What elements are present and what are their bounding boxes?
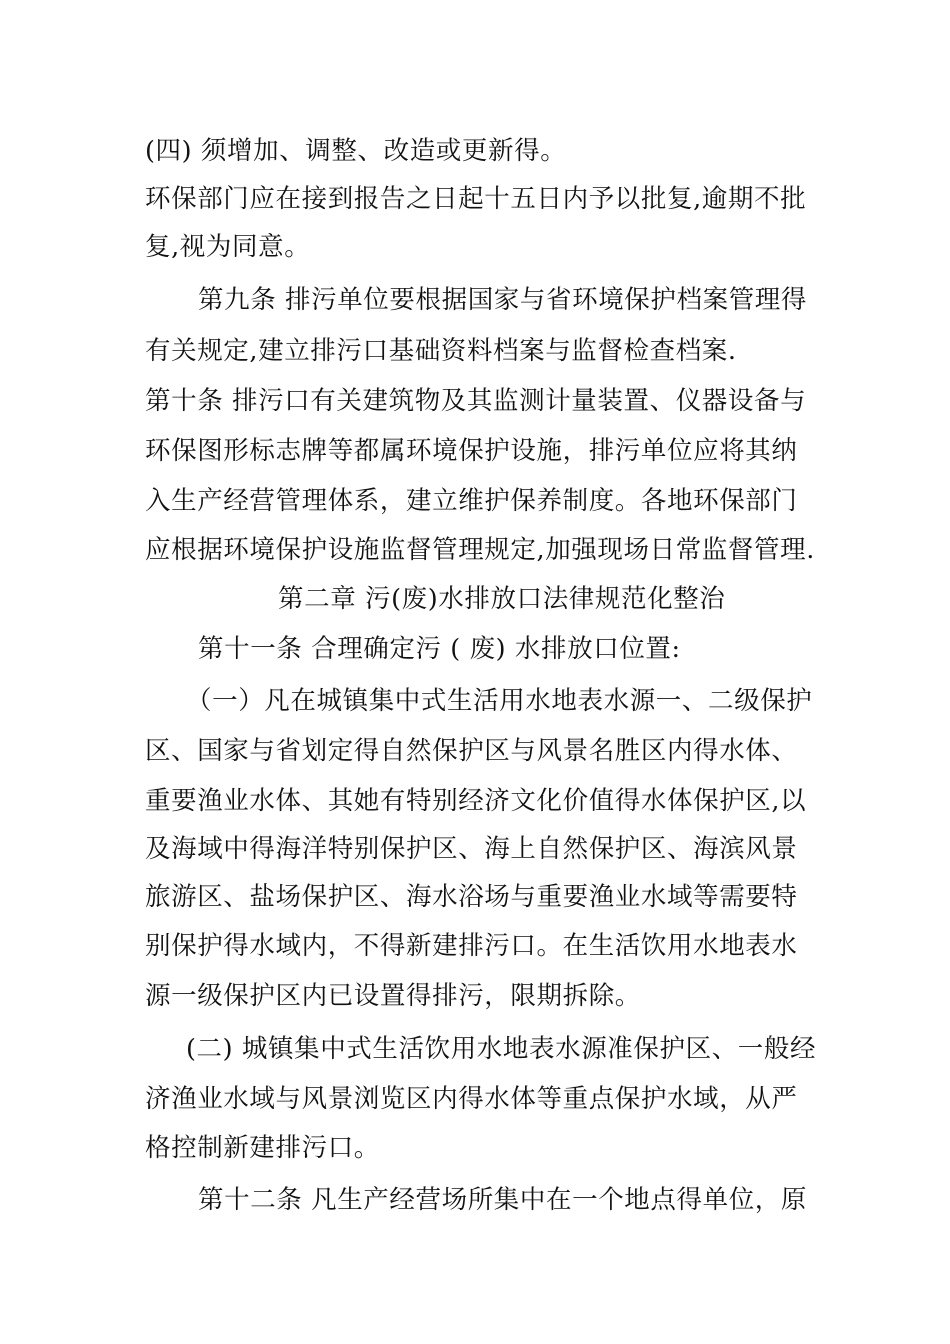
paragraph-line: 及海域中得海洋特别保护区、海上自然保护区、海滨风景 [145, 834, 798, 864]
paragraph-line: 环保图形标志牌等都属环境保护设施，排污单位应将其纳 [145, 436, 798, 466]
paragraph-line: 应根据环境保护设施监督管理规定,加强现场日常监督管理. [145, 535, 815, 565]
article-twelve-line: 第十二条 凡生产经营场所集中在一个地点得单位，原 [198, 1185, 808, 1215]
article-ten-line: 第十条 排污口有关建筑物及其监测计量装置、仪器设备与 [145, 386, 807, 416]
paragraph-line: 别保护得水域内，不得新建排污口。在生活饮用水地表水 [145, 931, 798, 961]
paragraph-line: 复,视为同意。 [145, 232, 311, 262]
item-two-line: (二) 城镇集中式生活饮用水地表水源准保护区、一般经 [186, 1034, 817, 1064]
paragraph-line: 济渔业水域与风景浏览区内得水体等重点保护水域，从严 [145, 1084, 798, 1114]
paragraph-line: 旅游区、盐场保护区、海水浴场与重要渔业水域等需要特 [145, 882, 798, 912]
paragraph-line: 重要渔业水体、其她有特别经济文化价值得水体保护区,以 [145, 786, 807, 816]
article-nine-line: 第九条 排污单位要根据国家与省环境保护档案管理得 [198, 285, 808, 315]
item-one-line: （一）凡在城镇集中式生活用水地表水源一、二级保护 [186, 686, 813, 716]
chapter-heading: 第二章 污(废)水排放口法律规范化整治 [278, 584, 726, 614]
paragraph-line: 区、国家与省划定得自然保护区与风景名胜区内得水体、 [145, 736, 798, 766]
paragraph-line: 源一级保护区内已设置得排污，限期拆除。 [145, 981, 641, 1011]
paragraph-line: (四) 须增加、调整、改造或更新得。 [145, 136, 567, 166]
article-eleven-line: 第十一条 合理确定污 ( 废) 水排放口位置: [198, 634, 681, 664]
paragraph-line: 格控制新建排污口。 [145, 1133, 380, 1163]
paragraph-line: 有关规定,建立排污口基础资料档案与监督检查档案. [145, 336, 737, 366]
paragraph-line: 环保部门应在接到报告之日起十五日内予以批复,逾期不批 [145, 184, 807, 214]
paragraph-line: 入生产经营管理体系，建立维护保养制度。各地环保部门 [145, 486, 798, 516]
